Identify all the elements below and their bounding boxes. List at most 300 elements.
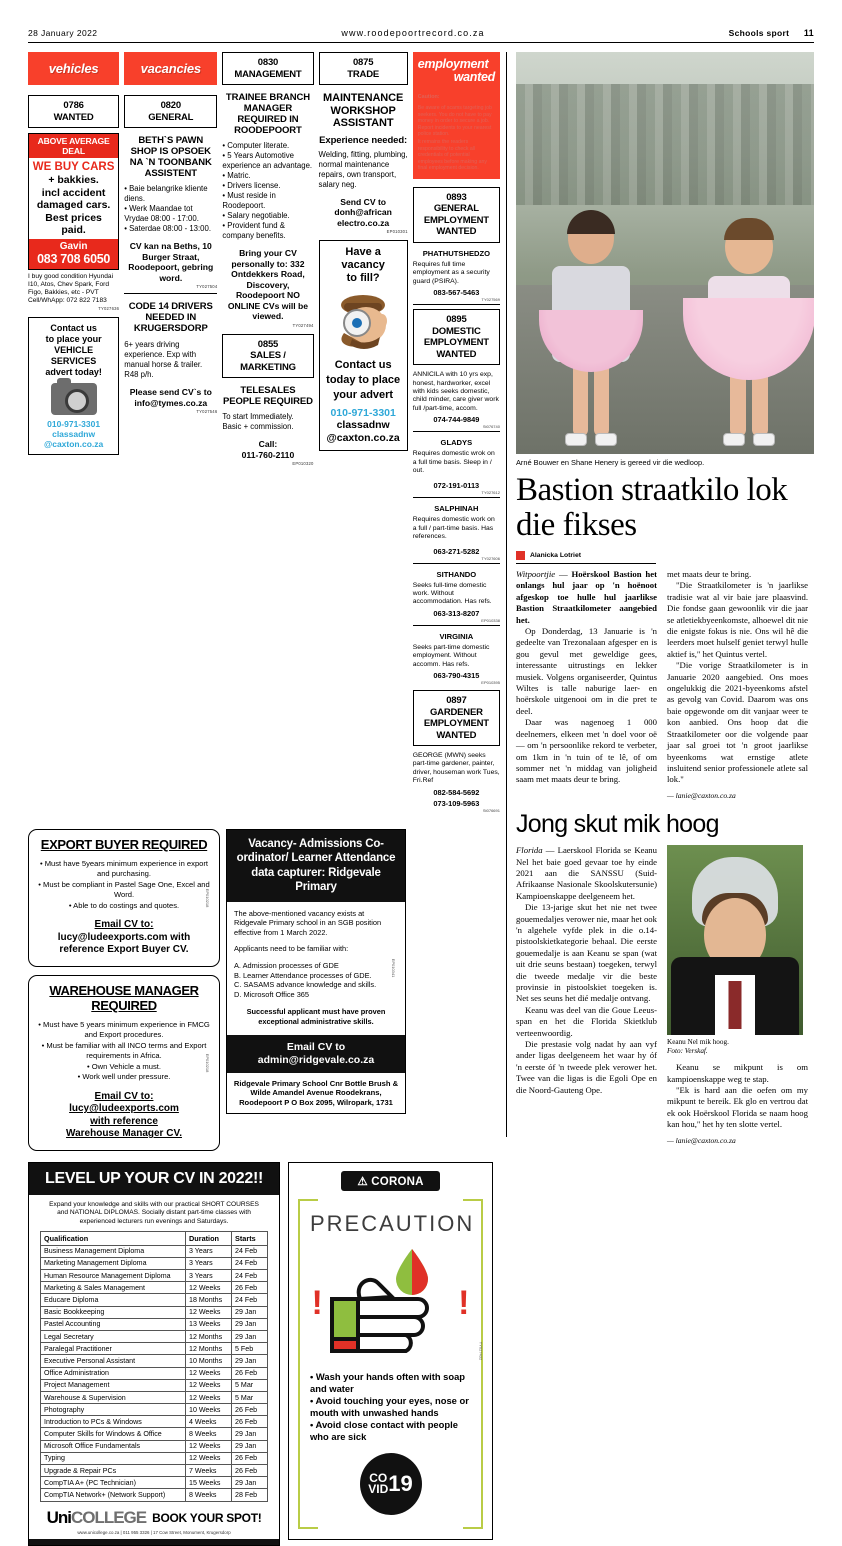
cell-duration: 12 Weeks	[186, 1367, 232, 1379]
cell-qualification: Human Resource Management Diploma	[41, 1270, 186, 1282]
cell-duration: 3 Years	[186, 1257, 232, 1269]
seeker-phone[interactable]: 074-744-9849	[433, 415, 480, 425]
cat-number: 0895	[446, 314, 467, 326]
covid-line	[368, 1470, 389, 1496]
corona-tag-label: CORONA	[371, 1175, 424, 1188]
vacancy-email-2[interactable]: @caxton.co.za	[326, 431, 400, 444]
seeker-text: Requires full time employment as a security guard (PSIRA).	[412, 260, 490, 285]
mail-note-2: Warehouse Manager CV.	[66, 1128, 182, 1140]
table-row	[41, 1465, 268, 1477]
cat-number: 0830	[257, 57, 279, 68]
cell-duration: 12 Weeks	[186, 1452, 232, 1464]
list-item: • Work well under pressure.	[77, 1072, 171, 1082]
cell-duration: 4 Weeks	[186, 1416, 232, 1428]
employment-wanted-word2: wanted	[453, 70, 495, 84]
table-row	[41, 1428, 268, 1440]
cat-number: 0875	[352, 57, 374, 68]
classifieds-column-3	[222, 52, 313, 813]
masthead-date: 28 January 2022	[28, 28, 98, 38]
code14-closing: Please send CV`s to info@tymes.co.za	[129, 387, 212, 408]
ridgevale-header: Vacancy- Admissions Co-ordinator/ Learner Attendance data capturer: Ridgevale Primary	[227, 830, 405, 902]
car-ad-band: ABOVE AVERAGE DEAL	[29, 134, 118, 158]
category-0855-sales-marketing[interactable]	[222, 334, 313, 379]
trainee-ad-title: TRAINEE BRANCH MANAGER REQUIRED IN ROODEPOORT	[225, 92, 310, 136]
maintenance-title: MAINTENANCE WORKSHOP ASSISTANT	[323, 92, 404, 129]
cell-duration: 10 Months	[186, 1355, 232, 1367]
seeker-annicila	[413, 371, 500, 429]
list-item: • Must be familiar with all INCO terms and Export requirements in Africa.	[41, 1040, 207, 1061]
cell-qualification: Project Management	[41, 1379, 186, 1391]
tie	[729, 981, 742, 1029]
beths-ref: TY027504	[196, 284, 218, 289]
maintenance-closing-3[interactable]: electro.co.za	[337, 217, 390, 228]
corona-bullet-1: • Wash your hands often with soap and water	[310, 1370, 466, 1394]
ad-ridgevale-primary	[226, 829, 406, 1115]
cat-number: 0820	[160, 100, 181, 111]
unicollege-logo	[47, 1508, 147, 1528]
cell-duration: 12 Weeks	[186, 1282, 232, 1294]
ridgevale-p2: Applicants need to be familiar with:	[234, 944, 349, 954]
cell-duration: 12 Months	[186, 1343, 232, 1355]
cell-qualification: Upgrade & Repair PCs	[41, 1465, 186, 1477]
ridgevale-p1: The above-mentioned vacancy exists at Ridgevale Primary school in an SGB position effective from 1 March 2022.	[234, 908, 382, 937]
divider	[413, 497, 500, 498]
table-row	[41, 1489, 268, 1501]
cell-starts: 29 Jan	[232, 1428, 268, 1440]
article-1-p5: "Die vorige Straatkilometer is in Januarie 2020 aangebied. Ons moes ongelukkig die 2021-byeenkoms afstel as gevolg van Covid. Daarom was ons baie opgewonde om dit vanjaar weer te kon aanbied. Ons hoop dat die Straatkilometer oor die volgende paar jaar sal groei tot 'n groot jaarlikse byeenkoms wat ernstige atlete insluitend senior professionele atlete sal lok."	[667, 660, 808, 785]
telesales-call-label: Call:	[258, 439, 278, 449]
cell-starts: 29 Jan	[232, 1318, 268, 1330]
maintenance-sub: Experience needed:	[319, 134, 408, 146]
telesales-title: TELESALES PEOPLE REQUIRED	[223, 385, 313, 407]
camera-icon	[51, 383, 97, 415]
cell-duration: 8 Weeks	[186, 1489, 232, 1501]
unicollege-intro: Expand your knowledge and skills with our practical SHORT COURSES and NATIONAL DIPLOMAS. Socially distant part-time classes with experienced lecturers run evenings and Saturdays.	[49, 1200, 259, 1225]
ad-unicollege	[28, 1162, 280, 1546]
gardener-ref: St076691	[482, 807, 500, 813]
masthead-section: Schools sport	[728, 28, 790, 38]
article-2-col-1	[516, 845, 657, 1146]
table-row	[41, 1306, 268, 1318]
table-row	[41, 1270, 268, 1282]
code14-ref: TY027546	[196, 409, 218, 414]
classifieds-column-5	[413, 52, 500, 813]
cat-name: DOMESTIC EMPLOYMENT WANTED	[423, 325, 489, 360]
cell-starts: 5 Feb	[232, 1343, 268, 1355]
category-vacancies[interactable]: vacancies	[124, 52, 217, 85]
vacancy-line2: to fill?	[346, 272, 380, 284]
table-row	[41, 1404, 268, 1416]
seeker-ref: TY027569	[481, 297, 500, 303]
trainee-bullet-3: • Matric.	[222, 171, 251, 180]
cat-name: TRADE	[347, 68, 380, 80]
table-row	[41, 1477, 268, 1489]
cell-duration: 12 Weeks	[186, 1306, 232, 1318]
seeker-ref: St076740	[482, 424, 500, 430]
cell-qualification: Microsoft Office Fundamentals	[41, 1440, 186, 1452]
trainee-bullet-7: • Provident fund & company benefits.	[222, 221, 286, 240]
shoe	[565, 433, 587, 446]
cell-starts: 29 Jan	[232, 1355, 268, 1367]
corona-bullet-3: • Avoid close contact with people who are sick	[310, 1418, 458, 1442]
code14-ad-title: CODE 14 DRIVERS NEEDED IN KRUGERSDORP	[128, 301, 213, 334]
shoe	[595, 433, 617, 446]
seeker-salphinah	[413, 504, 500, 560]
lead-text: Laerskool Florida se Keanu Nel het baie goed gevaar toe hy einde 2021 aan die SANSSU (Suid-Afrikaanse Nasionale Skoolskutersunie) Kampioenskappe deelgeneem het.	[516, 845, 657, 901]
ad-contact-vehicle-services[interactable]	[28, 317, 119, 455]
lead-bold: Hoërskool Bastion het onlangs hul jaar op 'n hoënoot afgeskop toe hulle hul jaarlikse Bastion Straatkilometer aangebied het.	[516, 569, 657, 625]
column-divider	[506, 52, 507, 1137]
corona-tag	[341, 1171, 439, 1191]
exclamation-icon-left: !	[311, 1283, 323, 1322]
cell-starts: 29 Jan	[232, 1330, 268, 1342]
article-1-p4: "Die Straatkilometer is 'n jaarlikse tradisie wat al vir baie jare plaasvind. Die fondse gaan gewoonlik vir die jaar se atletiekbyeenkomste, alhoewel dit nie die enigste fokus is nie. Ons wil hê die leerders moet hulself geniet terwyl hulle aktief is," het Quintus vertel.	[667, 580, 808, 659]
cat-name: GARDENER EMPLOYMENT WANTED	[423, 706, 489, 741]
vacancy-phone[interactable]: 010-971-3301	[330, 407, 396, 419]
seeker-text: Requires domestic work on a full / part-time basis. Has references.	[412, 516, 495, 541]
cell-starts: 24 Feb	[232, 1245, 268, 1257]
caution-label: Caution:	[417, 94, 440, 100]
photo-keanu-nel	[667, 845, 803, 1035]
article-1-p3: Daar was nagenoeg 1 000 deelnemers, elkeen met 'n doel voor oë — om 'n persoonlike rekord te verbeter, om 1km in 'n tuin of te lê, of om sommer net 'n middag van joligheid saam met maats deur te bring.	[516, 717, 657, 785]
hand-wash-illustration	[311, 1243, 470, 1361]
ad-corona-precaution	[288, 1162, 493, 1540]
contact-email-1[interactable]: classadnw	[52, 428, 96, 439]
masthead-page-number: 11	[803, 28, 814, 38]
article-1-col-1	[516, 569, 657, 801]
covid-19: 19	[388, 1471, 413, 1497]
unicollege-footer	[29, 1502, 279, 1530]
article-1-col2-continuation: met maats deur te bring.	[667, 569, 752, 579]
warehouse-list	[37, 1020, 211, 1083]
cell-qualification: Business Management Diploma	[41, 1245, 186, 1257]
cat-name: GENERAL EMPLOYMENT WANTED	[423, 203, 489, 238]
cell-starts: 29 Jan	[232, 1440, 268, 1452]
car-ad-line1: WE BUY CARS	[32, 161, 115, 173]
table-row	[41, 1391, 268, 1403]
category-0786-wanted[interactable]	[28, 95, 119, 128]
classifieds-columns	[28, 52, 500, 813]
table-row	[41, 1343, 268, 1355]
ad-have-a-vacancy[interactable]	[319, 240, 408, 451]
ridgevale-item-a: A. Admission processes of GDE	[234, 961, 339, 971]
cat-number: 0893	[446, 191, 467, 203]
article-2-p4: Die prestasie volg nadat hy aan vyf ander ligas deelgeneem het waar hy óf 'n eerste óf 'n tweede plek verower het. Twee van die ligas is die Egoli Ope en die Noord-Gauteng Ope.	[516, 1039, 657, 1095]
seeker-phone[interactable]: 083-567-5463	[433, 288, 480, 298]
seeker-name: SITHANDO	[436, 569, 477, 579]
trainee-ref: TY027494	[292, 322, 314, 328]
table-row	[41, 1440, 268, 1452]
cell-duration: 13 Weeks	[186, 1318, 232, 1330]
seeker-phone[interactable]: 072-191-0113	[433, 481, 480, 491]
caution-text-1: Be aware of scams targeting job seekers. You do not have to pay money in order to secure a job. Report incidents to your nearest police station.	[417, 105, 492, 138]
dateline: Witpoortjie	[516, 569, 556, 579]
car-ad-contact-name: Gavin	[59, 240, 88, 252]
cell-starts: 26 Feb	[232, 1282, 268, 1294]
covid-co: CO	[369, 1470, 388, 1485]
telesales-phone[interactable]: 011-760-2110	[241, 449, 295, 460]
cell-duration: 12 Weeks	[186, 1440, 232, 1452]
article-2-p3: Keanu was deel van die Goue Leeus-span en het die Florida Skietklub verteenwoordig.	[516, 1004, 657, 1038]
contact-line4: advert today!	[45, 366, 102, 377]
byline-square-icon	[516, 551, 525, 560]
beths-closing: CV kan na Beths, 10 Burger Straat, Roodepoort, gebring word.	[128, 241, 214, 283]
list-item: • Must have 5 years minimum experience in FMCG and Export procedures.	[38, 1019, 210, 1040]
contact-line1: Contact us	[50, 322, 97, 333]
cat-name: MANAGEMENT	[234, 68, 302, 80]
cell-qualification: Basic Bookkeeping	[41, 1306, 186, 1318]
caution-text-2: It remains the readers responsibility to check all credentials of potential employees before making any final employment decision.	[417, 138, 487, 172]
code14-body: 6+ years driving experience. Exp with manual horse & trailer. R48 p/h.	[124, 340, 203, 379]
table-row	[41, 1367, 268, 1379]
category-0820-general[interactable]	[124, 95, 217, 128]
classifieds-column-1	[28, 52, 119, 813]
cell-starts: 26 Feb	[232, 1416, 268, 1428]
category-0895-domestic-employment-wanted[interactable]	[413, 309, 500, 365]
cell-duration: 10 Weeks	[186, 1404, 232, 1416]
divider	[413, 304, 500, 305]
seeker-text: Requires domestic wrok on a full time basis. Sleep in / out.	[412, 450, 495, 474]
cell-starts: 5 Mar	[232, 1391, 268, 1403]
ad-export-buyer	[28, 829, 220, 967]
seeker-name: GLADYS	[440, 438, 473, 448]
article-2-columns	[516, 845, 814, 1146]
car-ad-line2c: damaged cars.	[36, 199, 111, 211]
seeker-name: SALPHINAH	[434, 504, 479, 514]
article-2-p2: Die 13-jarige skut het nie net twee gouemedaljes verower nie, maar het ook 'n algehele vyfde plek in die o.14-pistoolskietkategorie behaal. Die eerste gouemedalje is aan Keanu se span (wat uit drie seuns bestaan) toegeken, terwyl die tweede medalje vir die beste provinsie in pistoolskiet toegeken is. Net ses seuns het dié medalje ontvang.	[516, 902, 657, 1004]
cell-starts: 28 Feb	[232, 1489, 268, 1501]
contact-email-2[interactable]: @caxton.co.za	[43, 438, 104, 449]
export-buyer-title: EXPORT BUYER REQUIRED	[40, 836, 208, 852]
cell-qualification: Introduction to PCs & Windows	[41, 1416, 186, 1428]
car-ad-line2a: + bakkies.	[48, 174, 99, 186]
list-item: • Must have 5years minimum experience in export and purchasing.	[39, 858, 209, 879]
cat-name: GENERAL	[148, 111, 194, 123]
hair	[724, 218, 774, 240]
article-1-signoff: — lanie@caxton.co.za	[667, 790, 736, 800]
cell-qualification: Warehouse & Supervision	[41, 1391, 186, 1403]
trainee-bullet-1: • Computer literate.	[222, 141, 290, 150]
seeker-phone[interactable]: 063-271-5282	[433, 546, 480, 556]
courses-table	[40, 1231, 268, 1501]
divider	[413, 563, 500, 564]
mail-note: with reference Export Buyer CV.	[59, 931, 191, 956]
table-row	[41, 1282, 268, 1294]
contact-line3: VEHICLE SERVICES	[50, 344, 97, 366]
article-1-headline: Bastion straatkilo lok die fikses	[516, 472, 788, 543]
export-buyer-ref: EP010218	[205, 888, 211, 908]
runner-right	[708, 220, 790, 446]
covid-vid: VID	[368, 1481, 389, 1496]
mail-label: Email CV to:	[94, 1090, 154, 1102]
article-1-p2: Op Donderdag, 13 Januarie is 'n gedeelte van Trezonalaan afgesper en is gou gevul met geweldige gees, interessante uitrustings en lekker musiek. Volgens organiseerder, Quintus Wiltes is talle naburige laer- en hoërskole uitgenooi om in die pret te deel.	[516, 626, 657, 716]
cat-name: WANTED	[53, 111, 94, 123]
cell-qualification: Pastel Accounting	[41, 1318, 186, 1330]
photo-caption-2-text: Keanu Nel mik hoog.	[667, 1038, 729, 1047]
gardener-phone-1[interactable]: 082-584-5692	[433, 787, 480, 797]
seeker-sithando	[413, 570, 500, 623]
article-1-lead-paragraph: Witpoortjie — Hoërskool Bastion het onlangs hul jaar op 'n hoënoot afgeskop toe hulle hul jaarlikse Bastion Straatkilometer aangebied het.	[516, 569, 657, 625]
mail-address[interactable]: lucy@ludeexports.com	[57, 931, 168, 943]
seeker-gladys	[413, 438, 500, 495]
warehouse-ref: EP010218	[205, 1053, 211, 1073]
vacancy-line4: today to place	[326, 374, 401, 386]
warehouse-mail-block	[37, 1091, 211, 1141]
table-row	[41, 1257, 268, 1269]
category-0875-trade[interactable]	[319, 52, 408, 85]
covid-badge-text	[360, 1453, 422, 1515]
vacancy-line1: Have a vacancy	[341, 246, 385, 271]
masthead-section-wrap	[729, 28, 814, 38]
beths-ad-title: BETH`S PAWN SHOP IS OPSOEK NA `N TOONBANK ASSISTENT	[129, 135, 212, 179]
article-1-columns	[516, 569, 814, 801]
seeker-text: Seeks part-time domestic employment. Without accomm. Has refs.	[412, 643, 490, 668]
gardener-phone-2[interactable]: 073-109-5963	[433, 798, 480, 808]
table-row	[41, 1330, 268, 1342]
runner-left	[552, 212, 630, 446]
trainee-bullet-2: • 5 Years Automotive experience an advantage.	[222, 151, 313, 170]
beths-bullet-2: • Werk Maandae tot Vrydae 08:00 - 17:00.	[124, 204, 199, 223]
cell-duration: 8 Weeks	[186, 1428, 232, 1440]
photo-runners-art	[516, 52, 814, 454]
car-ad-phone[interactable]: 083 708 6050	[37, 251, 111, 266]
divider	[124, 293, 217, 294]
contact-phone[interactable]: 010-971-3301	[47, 418, 101, 429]
cell-duration: 12 Weeks	[186, 1379, 232, 1391]
corona-frame	[298, 1199, 483, 1529]
beths-bullet-1: • Baie belangrike kliente diens.	[124, 184, 208, 203]
cell-duration: 3 Years	[186, 1245, 232, 1257]
seeker-text: Seeks full-time domestic work. Without accommodation. Has refs.	[412, 581, 492, 606]
table-row	[41, 1294, 268, 1306]
courses-table-body	[41, 1245, 268, 1501]
cell-duration: 12 Weeks	[186, 1391, 232, 1403]
ad-warehouse-manager	[28, 975, 220, 1151]
precaution-title: PRECAUTION	[310, 1210, 475, 1236]
cell-duration: 18 Months	[186, 1294, 232, 1306]
photo-credit: Foto: Verskaf.	[667, 1047, 708, 1056]
cell-qualification: Computer Skills for Windows & Office	[41, 1428, 186, 1440]
bottom-ads-row	[28, 1153, 500, 1546]
corona-ref: TY027432	[478, 1341, 484, 1360]
dateline: Florida	[516, 845, 543, 856]
unicollege-band: LEVEL UP YOUR CV IN 2022!!	[29, 1163, 279, 1195]
exclamation-icon-right: !	[458, 1283, 470, 1322]
maintenance-closing-2[interactable]: donh@african	[334, 207, 392, 217]
unicollege-cta[interactable]: BOOK YOUR SPOT!	[152, 1510, 262, 1525]
hair	[567, 210, 615, 234]
table-row	[41, 1245, 268, 1257]
table-row	[41, 1355, 268, 1367]
ad-we-buy-cars	[28, 133, 119, 270]
cell-qualification: Marketing & Sales Management	[41, 1282, 186, 1294]
byline-author: Alanicka Lotriet	[530, 552, 581, 559]
car-ad-inner	[29, 158, 118, 239]
list-item: • Own Vehicle a must.	[87, 1061, 161, 1071]
classifieds-column-2	[124, 52, 217, 813]
cat-number: 0855	[257, 338, 279, 350]
ridgevale-item-b: B. Learner Attendance processes of GDE.	[234, 970, 372, 980]
cell-starts: 26 Feb	[232, 1452, 268, 1464]
category-vehicles[interactable]: vehicles	[28, 52, 119, 85]
ridgevale-ref: EP010341	[391, 958, 397, 978]
trainee-bullet-6: • Salary negotiable.	[222, 211, 290, 220]
warehouse-title: WAREHOUSE MANAGER REQUIRED	[49, 982, 199, 1013]
telesales-body: To start Immediately. Basic + commission.	[222, 412, 294, 431]
category-0830-management[interactable]	[222, 52, 313, 85]
shoe	[753, 433, 775, 446]
mail-address[interactable]: admin@ridgevale.co.za	[257, 1053, 375, 1066]
warning-triangle-icon: ⚠	[357, 1175, 368, 1188]
vacancy-email-1[interactable]: classadnw	[336, 419, 390, 431]
cell-starts: 24 Feb	[232, 1270, 268, 1282]
seeker-phone[interactable]: 063-313-8207	[433, 608, 480, 618]
trainee-bullet-5: • Must reside in Roodepoort.	[222, 191, 276, 210]
table-header-row	[41, 1232, 268, 1245]
vacancy-line3: Contact us	[334, 359, 392, 371]
cell-starts: 24 Feb	[232, 1294, 268, 1306]
trainee-closing: Bring your CV personally to: 332 Ontdekkers Road, Discovery, Roodepoort NO ONLINE CVs will be viewed.	[227, 248, 309, 321]
masthead-url: www.roodepoortrecord.co.za	[341, 28, 485, 38]
vacancy-line5: your advert	[333, 389, 394, 401]
cell-starts: 5 Mar	[232, 1379, 268, 1391]
mail-label: Email CV to:	[94, 919, 154, 931]
article-2-p6: "Ek is hard aan die oefen om my mikpunt te bereik. Ek glo en vertrou dat ek ook Hoërskool Florida se naam hoog kan hou," het hy ten slotte vertel.	[667, 1084, 808, 1130]
background-crowd	[516, 84, 814, 205]
corona-top	[298, 1171, 483, 1191]
article-2-col-2	[667, 845, 808, 1146]
column-header-duration: Duration	[186, 1232, 232, 1245]
ridgevale-mail-block	[227, 1035, 405, 1073]
lower-ads-left	[28, 821, 220, 1151]
cell-qualification: Executive Personal Assistant	[41, 1355, 186, 1367]
category-0893-general-employment-wanted[interactable]	[413, 187, 500, 243]
ridgevale-item-d: D. Microsoft Office 365	[234, 989, 310, 999]
editorial-zone	[516, 52, 814, 1147]
category-0897-gardener-employment-wanted[interactable]	[413, 690, 500, 746]
mail-address[interactable]: lucy@ludeexports.com	[69, 1103, 179, 1115]
table-row	[41, 1416, 268, 1428]
cell-duration: 7 Weeks	[186, 1465, 232, 1477]
seeker-phone[interactable]: 063-790-4315	[433, 671, 480, 681]
maintenance-body: Welding, fitting, plumbing, normal maintenance repairs, own transport, salary neg.	[318, 149, 408, 189]
cell-duration: 3 Years	[186, 1270, 232, 1282]
corona-wrap	[288, 1153, 493, 1546]
shoe	[723, 433, 745, 446]
unicollege-wrap	[28, 1153, 280, 1546]
export-buyer-list	[37, 859, 211, 912]
photo-caption-1: Arné Bouwer en Shane Henery is gereed vir die wedloop.	[516, 458, 705, 467]
byline	[516, 551, 656, 564]
employment-wanted-word1: employment	[417, 57, 489, 71]
article-2-lead-paragraph: Florida — Laerskool Florida se Keanu Nel het baie goed gevaar toe hy einde 2021 aan die SANSSU (Suid-Afrikaanse Nasionale Skoolskutersunie) Kampioenskappe deelgeneem het.	[516, 845, 657, 901]
cell-qualification: Office Administration	[41, 1367, 186, 1379]
list-item: • Able to do costings and quotes.	[68, 900, 180, 910]
beths-bullet-3: • Saterdae 08:00 - 13:00.	[124, 224, 212, 233]
logo-uni: Uni	[46, 1507, 71, 1527]
cell-qualification: Marketing Management Diploma	[41, 1257, 186, 1269]
table-row	[41, 1379, 268, 1391]
seeker-name: VIRGINIA	[439, 631, 474, 641]
cell-duration: 12 Months	[186, 1330, 232, 1342]
seeker-text: ANNICILA with 10 yrs exp, honest, hardworker, excel with kids seeks domestic, child minder, care giver work full /part-time, accom.	[412, 371, 499, 412]
ridgevale-bold-note: Successful applicant must have proven exceptional administrative skills.	[246, 1007, 386, 1027]
cell-qualification: CompTIA Network+ (Network Support)	[41, 1489, 186, 1501]
list-item: • Must be compliant in Pastel Sage One, Excel and Word.	[38, 879, 210, 900]
cell-qualification: CompTIA A+ (PC Technician)	[41, 1477, 186, 1489]
maintenance-ref: EP010301	[386, 229, 408, 234]
ridgevale-item-c: C. SASAMS advance knowledge and skills.	[234, 980, 377, 990]
